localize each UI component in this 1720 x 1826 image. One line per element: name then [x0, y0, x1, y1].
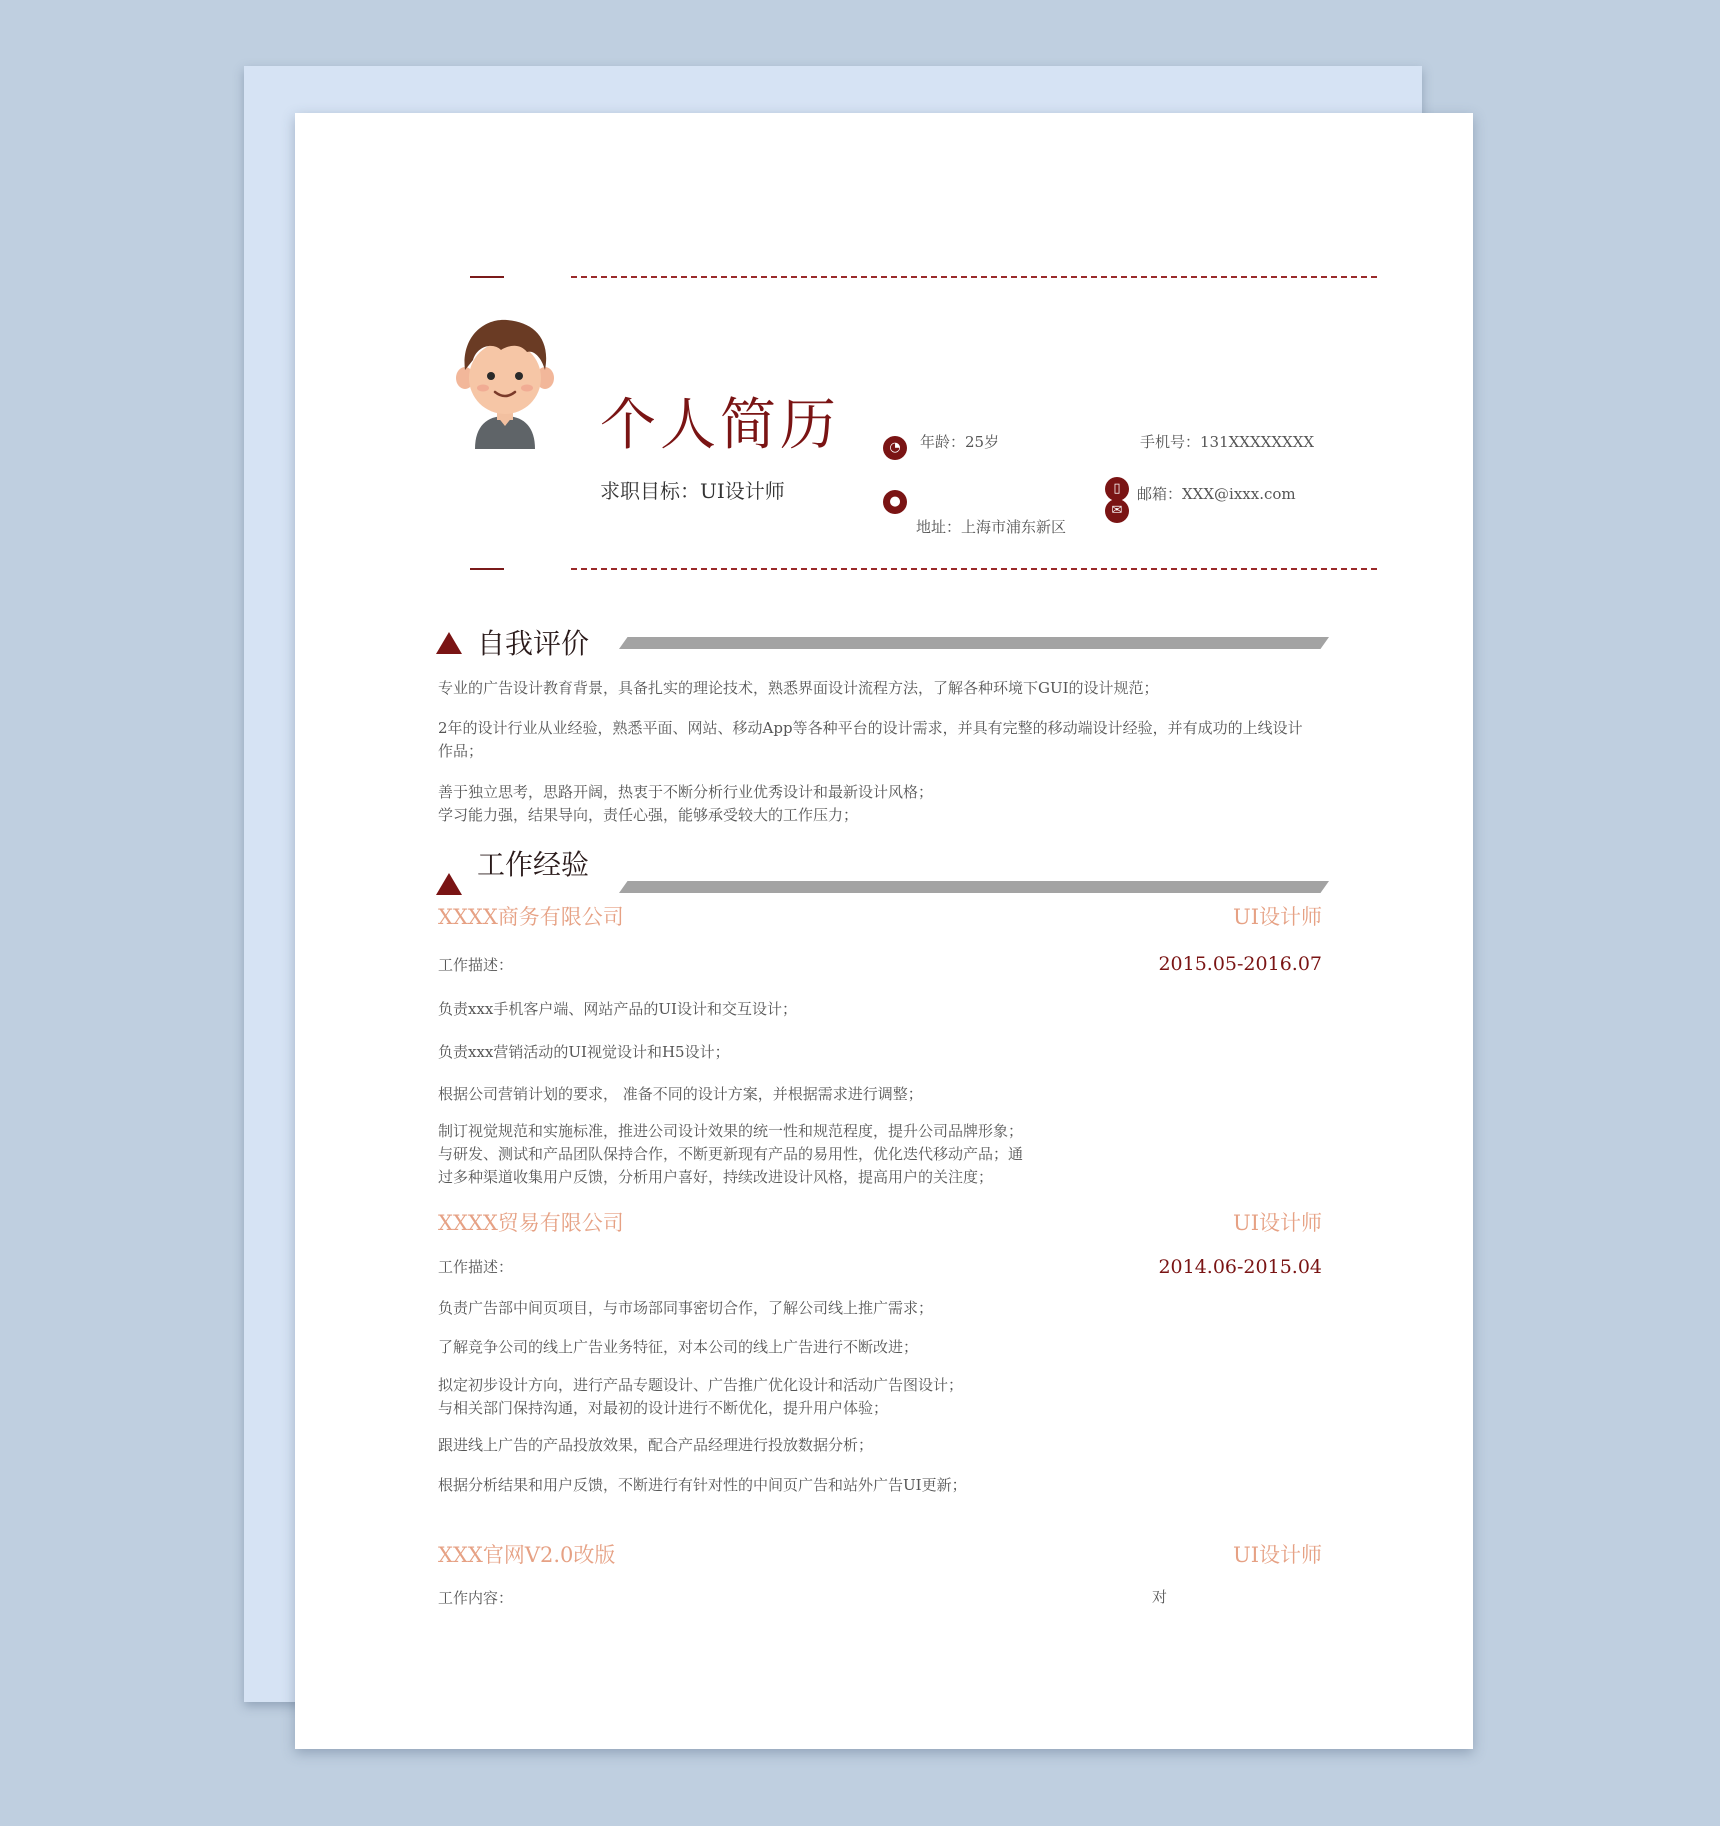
phone-info: 手机号：131XXXXXXXX: [1140, 433, 1315, 451]
phone-icon: ▯: [1105, 477, 1129, 501]
top-dashed-rule: [571, 276, 1377, 278]
job-line: 跟进线上广告的产品投放效果，配合产品经理进行投放数据分析；: [438, 1436, 874, 1454]
job-date: 2015.05-2016.07: [1158, 953, 1322, 975]
company-name: XXXX商务有限公司: [438, 905, 624, 929]
job-line: 根据公司营销计划的要求， 准备不同的设计方案，并根据需求进行调整；: [438, 1085, 923, 1103]
section-triangle-icon: [436, 632, 462, 654]
job-line: 了解竞争公司的线上广告业务特征，对本公司的线上广告进行不断改进；: [438, 1338, 919, 1356]
resume-title: 个人简历: [600, 393, 840, 458]
top-short-rule: [470, 276, 504, 278]
self-eval-line: 专业的广告设计教育背景，具备扎实的理论技术，熟悉界面设计流程方法，了解各种环境下GUI的设计规范；: [438, 679, 1159, 697]
self-eval-line: 善于独立思考，思路开阔，热衷于不断分析行业优秀设计和最新设计风格；: [438, 783, 934, 801]
job-line: 拟定初步设计方向，进行产品专题设计、广告推广优化设计和活动广告图设计；: [438, 1376, 964, 1394]
job-line: 负责xxx手机客户端、网站产品的UI设计和交互设计；: [438, 1000, 797, 1018]
self-eval-line: 学习能力强，结果导向，责任心强，能够承受较大的工作压力；: [438, 806, 859, 824]
job-line: 根据分析结果和用户反馈，不断进行有针对性的中间页广告和站外广告UI更新；: [438, 1476, 967, 1494]
email-info: 邮箱：XXX@ixxx.com: [1137, 485, 1296, 503]
job-objective: 求职目标：UI设计师: [600, 479, 785, 503]
job-desc-label: 工作内容：: [438, 1589, 514, 1607]
job-desc-label: 工作描述：: [438, 956, 514, 974]
job-line: 制订视觉规范和实施标准，推进公司设计效果的统一性和规范程度，提升公司品牌形象；: [438, 1122, 1024, 1140]
bottom-dashed-rule: [571, 568, 1377, 570]
job-desc-label: 工作描述：: [438, 1258, 514, 1276]
mail-icon: ✉: [1105, 499, 1129, 523]
resume-page: [295, 113, 1473, 1749]
cartoon-avatar-icon: [453, 316, 557, 449]
age-info: 年龄：25岁: [920, 433, 1000, 451]
job-line: 与研发、测试和产品团队保持合作，不断更新现有产品的易用性，优化迭代移动产品；通: [438, 1145, 1024, 1163]
location-pin-icon: ●: [883, 490, 907, 514]
job-line: 负责xxx营销活动的UI视觉设计和H5设计；: [438, 1043, 730, 1061]
job-date: 2014.06-2015.04: [1158, 1256, 1322, 1278]
section-triangle-icon: [436, 873, 462, 895]
self-eval-line: 2年的设计行业从业经验，熟悉平面、网站、移动App等各种平台的设计需求，并具有完整的移动端设计经验，并有成功的上线设计: [438, 719, 1303, 737]
avatar: [453, 316, 557, 449]
job-role: UI设计师: [1233, 1543, 1322, 1567]
company-name: XXX官网V2.0改版: [438, 1543, 616, 1567]
bottom-short-rule: [470, 568, 504, 570]
company-name: XXXX贸易有限公司: [438, 1211, 624, 1235]
address-info: 地址：上海市浦东新区: [916, 518, 1067, 536]
work-title: 工作经验: [477, 848, 590, 881]
clock-icon: ◔: [883, 436, 907, 460]
job-role: UI设计师: [1233, 1211, 1322, 1235]
job-role: UI设计师: [1233, 905, 1322, 929]
self-eval-title: 自我评价: [477, 627, 590, 660]
job-line: 负责广告部中间页项目，与市场部同事密切合作，了解公司线上推广需求；: [438, 1299, 934, 1317]
work-bar: [619, 881, 1329, 893]
job-line: 过多种渠道收集用户反馈，分析用户喜好，持续改进设计风格，提高用户的关注度；: [438, 1168, 994, 1186]
self-eval-line: 作品；: [438, 742, 484, 760]
job-line: 与相关部门保持沟通，对最初的设计进行不断优化，提升用户体验；: [438, 1399, 889, 1417]
job-extra-text: 对: [1152, 1588, 1168, 1606]
self-eval-bar: [619, 637, 1329, 649]
